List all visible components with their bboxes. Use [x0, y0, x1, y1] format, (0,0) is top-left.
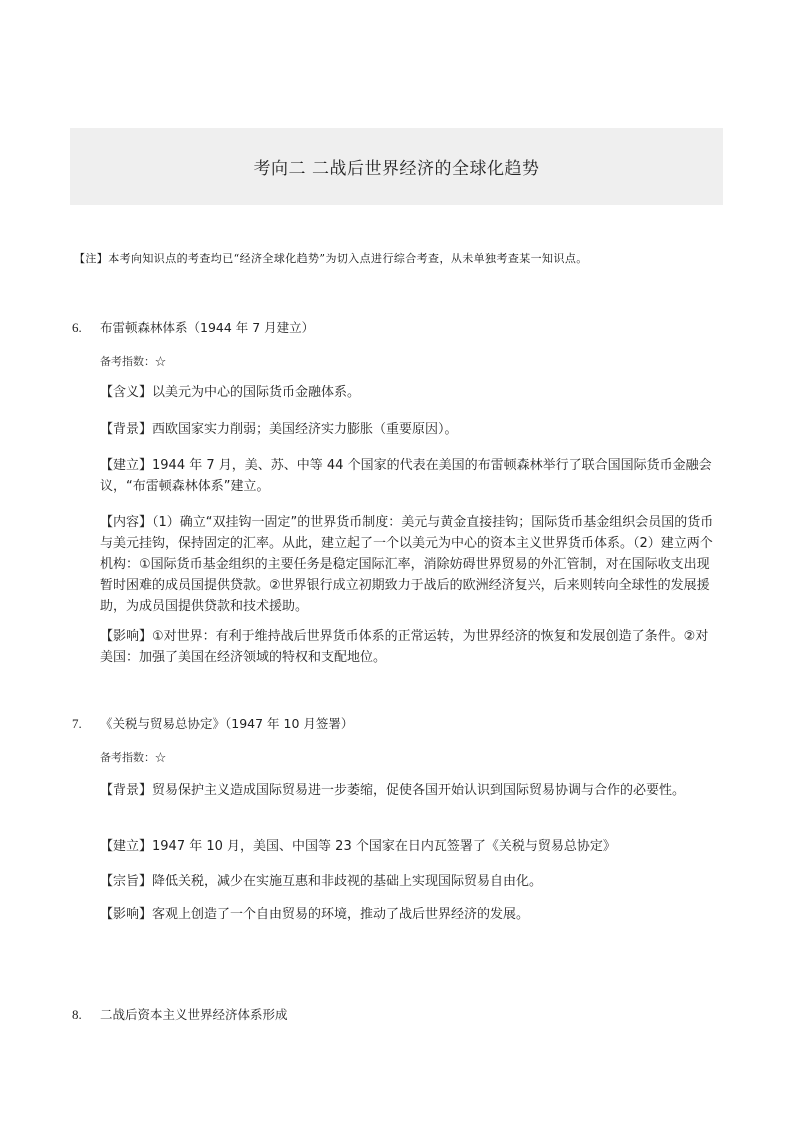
item-background: [100, 419, 718, 440]
item-label: 【背景】: [100, 783, 153, 798]
item-text: 1944 年 7 月，美、苏、中等 44 个国家的代表在美国的布雷顿森林举行了联合国国际货币金融会议，“布雷顿森林体系”建立。: [100, 458, 712, 494]
section-8-heading: [72, 1005, 288, 1023]
section-title: 二战后资本主义世界经济体系形成: [100, 1007, 288, 1022]
item-text: 贸易保护主义造成国际贸易进一步萎缩，促使各国开始认识到国际贸易协调与合作的必要性。: [152, 783, 686, 798]
item-text: 降低关税，减少在实施互惠和非歧视的基础上实现国际贸易自由化。: [152, 874, 543, 889]
item-label: 【影响】: [100, 629, 153, 644]
item-text: （1）确立“双挂钩一固定”的世界货币制度：美元与黄金直接挂钩；国际货币基金组织会员国的货币与美元挂钩，保持固定的汇率。从此，建立起了一个以美元为中心的资本主义世界货币体系。（2）建立两个机构：①国际货币基金组织的主要任务是稳定国际汇率，消除妨碍世界贸易的外汇管制，对在国际收支出现暂时困难的成员国提供贷款。②世界银行成立初期致力于战后的欧洲经济复兴，后来则转向全球性的发展援助，为成员国提供贷款和技术援助。: [100, 515, 714, 614]
section-7-heading: [72, 714, 353, 732]
item-label: 【影响】: [100, 907, 153, 922]
item-text: 西欧国家实力削弱；美国经济实力膨胀（重要原因）。: [152, 422, 458, 437]
item-purpose: [100, 871, 718, 892]
item-text: 以美元为中心的国际货币金融体系。: [152, 385, 361, 400]
item-label: 【内容】: [100, 515, 153, 530]
section-number: 7.: [72, 716, 82, 731]
item-impact: [100, 904, 718, 925]
item-establish: [100, 836, 718, 857]
page-title: 考向二 二战后世界经济的全球化趋势: [253, 159, 540, 179]
study-index: 备考指数：☆: [100, 751, 166, 764]
section-number: 8.: [72, 1007, 82, 1022]
item-label: 【宗旨】: [100, 874, 153, 889]
page-title-box: [70, 128, 723, 205]
note: 【注】本考向知识点的考查均已“经济全球化趋势”为切入点进行综合考查，从未单独考查某一知识点。: [74, 252, 588, 265]
item-establish: [100, 455, 718, 497]
item-text: ①对世界：有利于维持战后世界货币体系的正常运转，为世界经济的恢复和发展创造了条件。②对美国：加强了美国在经济领域的特权和支配地位。: [100, 629, 709, 665]
item-background: [100, 780, 718, 801]
section-6-heading: [72, 318, 314, 336]
item-impact: [100, 626, 718, 668]
item-text: 1947 年 10 月，美国、中国等 23 个国家在日内瓦签署了《关税与贸易总协定》: [152, 839, 616, 854]
item-label: 【背景】: [100, 422, 153, 437]
item-text: 客观上创造了一个自由贸易的环境，推动了战后世界经济的发展。: [152, 907, 530, 922]
item-meaning: [100, 382, 718, 403]
item-label: 【建立】: [100, 839, 153, 854]
item-label: 【含义】: [100, 385, 153, 400]
study-index: 备考指数：☆: [100, 355, 166, 368]
section-title: 《关税与贸易总协定》（1947 年 10 月签署）: [100, 716, 354, 731]
item-label: 【建立】: [100, 458, 153, 473]
section-title: 布雷顿森林体系（1944 年 7 月建立）: [100, 320, 315, 335]
section-number: 6.: [72, 320, 82, 335]
item-content: [100, 512, 718, 617]
